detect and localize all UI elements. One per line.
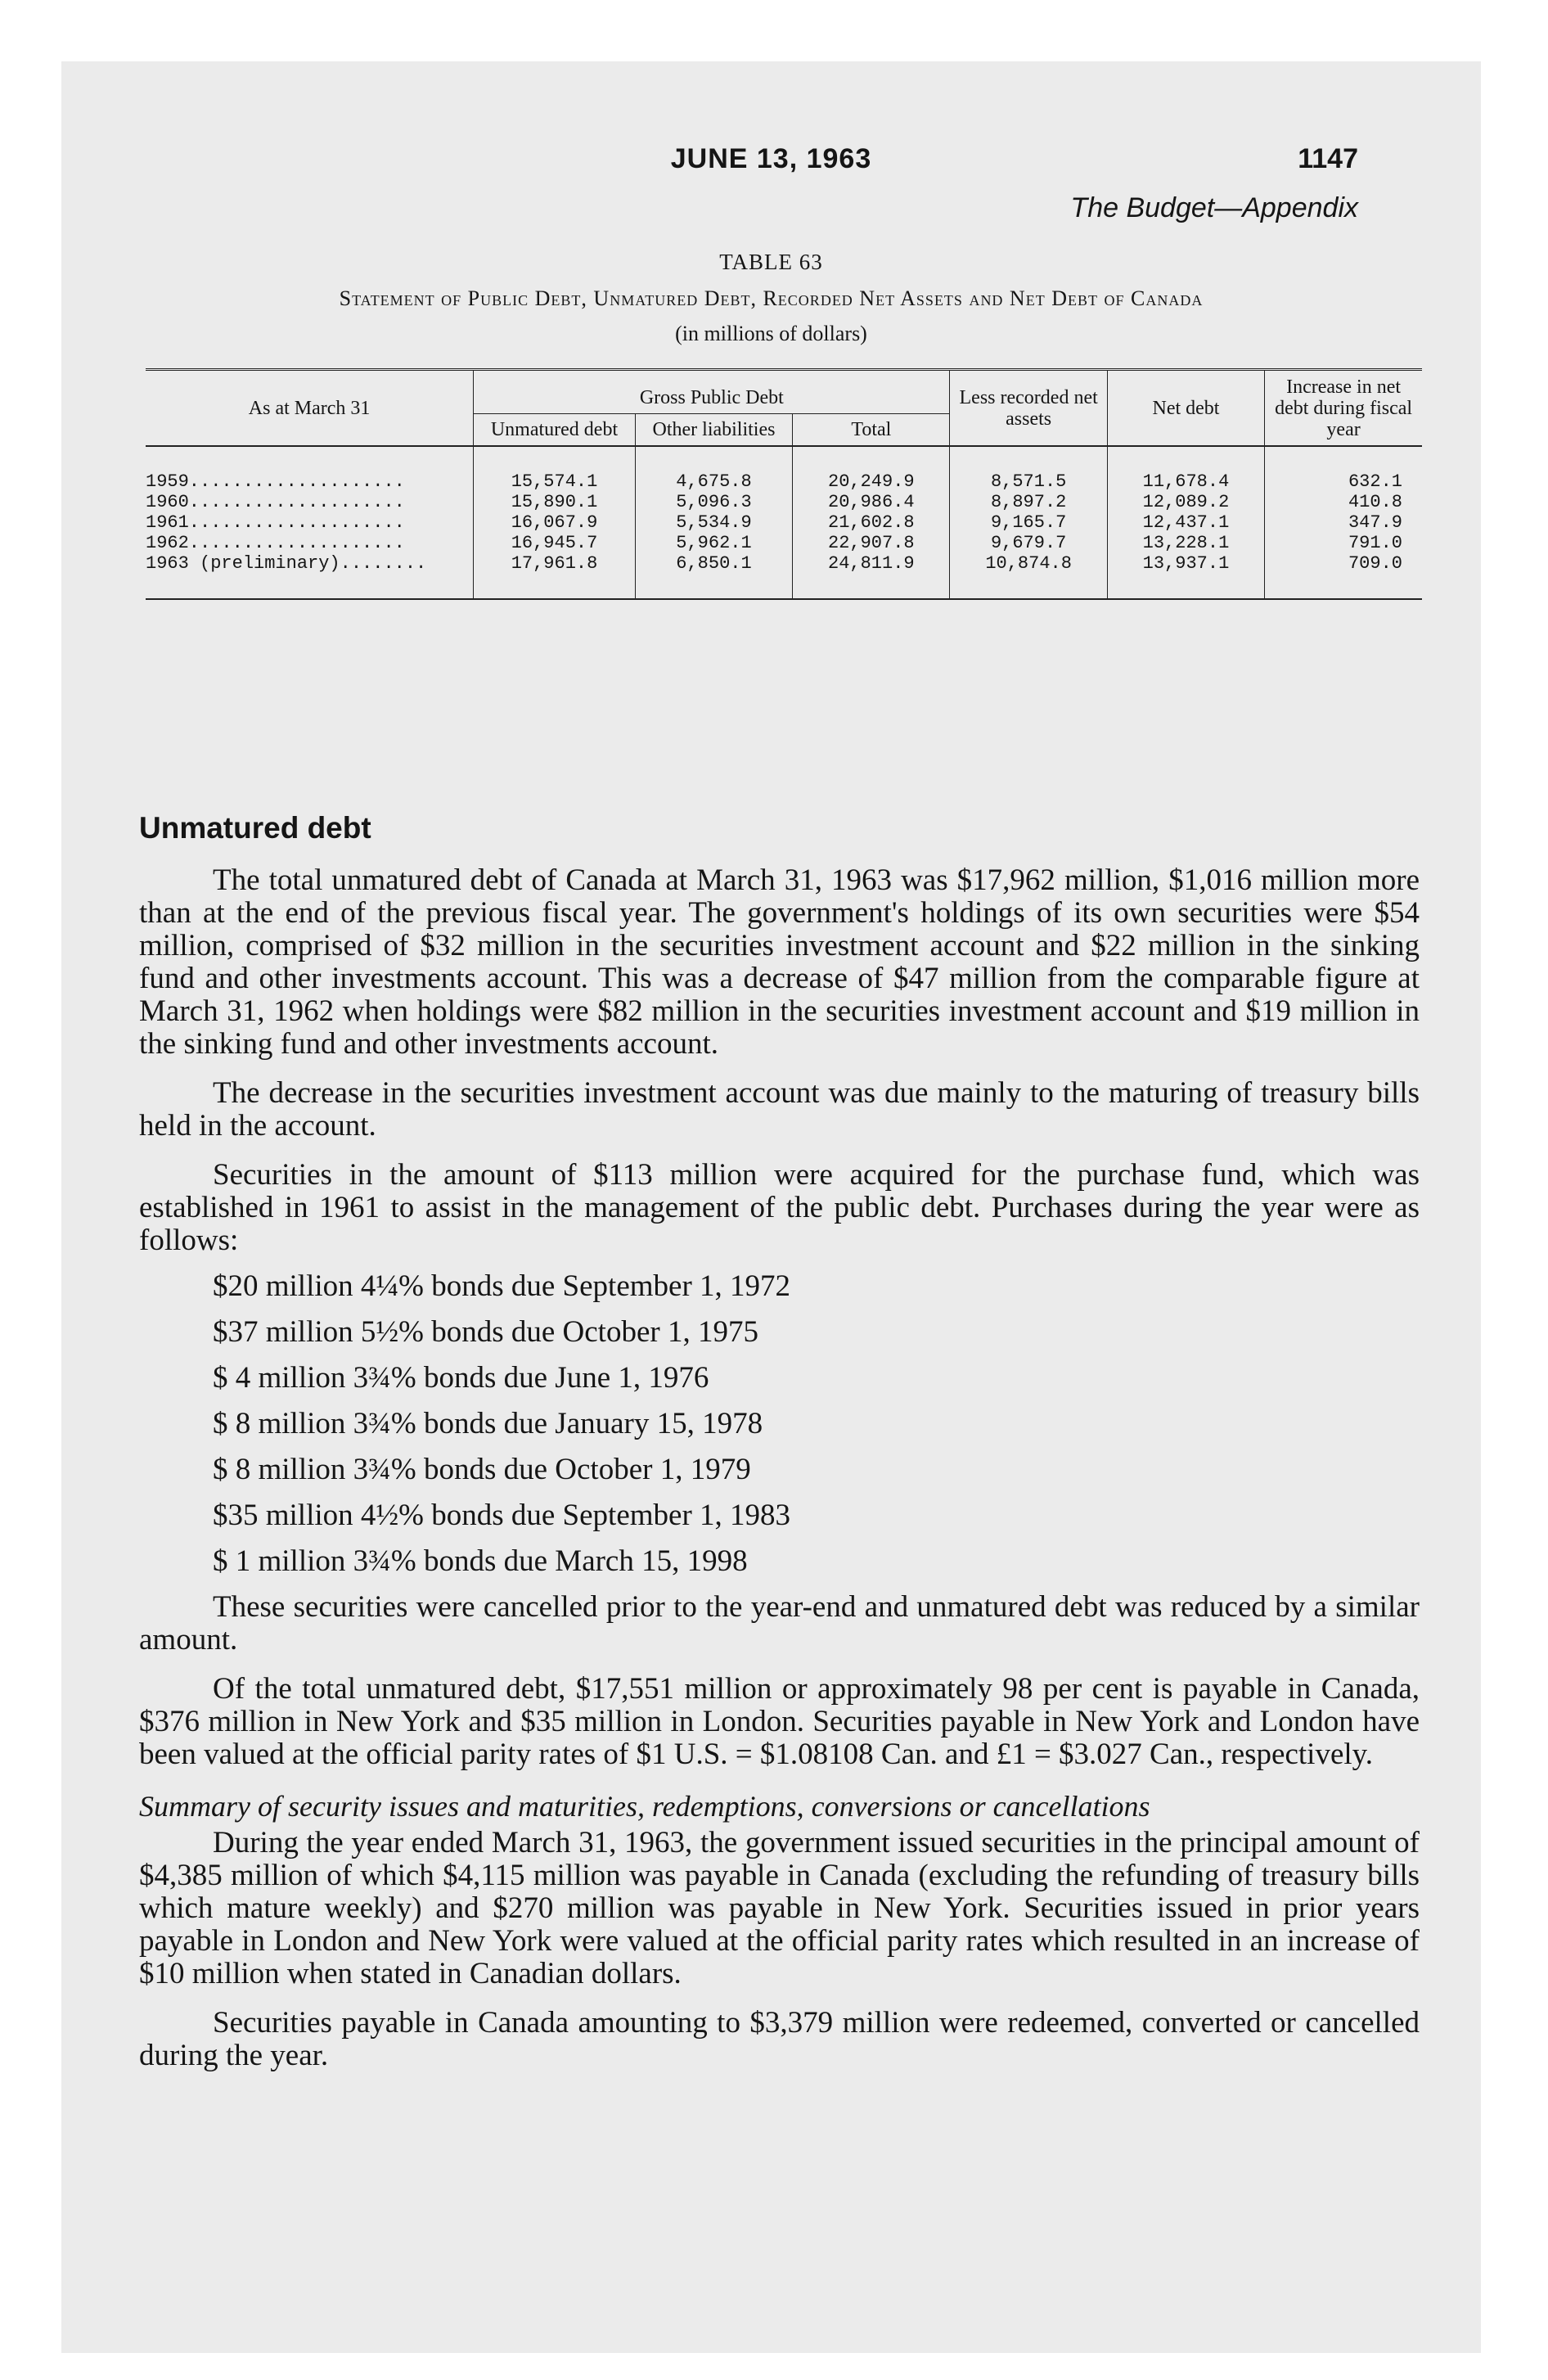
body-text: [139, 810, 1420, 2072]
list-item: $ 8 million 3¾% bonds due October 1, 1979: [213, 1453, 751, 1486]
list-item: $ 8 million 3¾% bonds due January 15, 1978: [213, 1407, 763, 1440]
list-item: $ 1 million 3¾% bonds due March 15, 1998: [213, 1544, 748, 1578]
header-date: JUNE 13, 1963: [670, 143, 872, 174]
document-page: [61, 61, 1481, 2353]
page-number: 1147: [1298, 143, 1358, 174]
paragraph: During the year ended March 31, 1963, the government issued securities in the principal amount of $4,385 million of which $4,115 million was payable in Canada (excluding the refunding of treasury bills which mature weekly) and $270 million was payable in New York. Securities issued in prior years payable in London and New York were valued at the official parity rates which resulted in an increase of $10 million when stated in Canadian dollars.: [139, 1826, 1420, 1990]
table-row: 1961.................... 16,067.9 5,534.9 21,602.8 9,165.7 12,437.1 347.9: [146, 512, 1422, 533]
table-row: 1960.................... 15,890.1 5,096.3 20,986.4 8,897.2 12,089.2 410.8: [146, 492, 1422, 512]
bond-purchase-list: [139, 1264, 1420, 1584]
column-header-gross-public-debt: Gross Public Debt: [474, 370, 950, 414]
list-item: $ 4 million 3¾% bonds due June 1, 1976: [213, 1361, 709, 1395]
section-heading: Unmatured debt: [139, 811, 371, 845]
column-header-total: Total: [793, 414, 950, 447]
list-item: $20 million 4¼% bonds due September 1, 1972: [213, 1269, 791, 1303]
table-row: 1959.................... 15,574.1 4,675.8 20,249.9 8,571.5 11,678.4 632.1: [146, 446, 1422, 492]
list-item: $35 million 4½% bonds due September 1, 1983: [213, 1499, 791, 1532]
column-header-net-debt: Net debt: [1107, 370, 1264, 447]
table-label: TABLE 63: [719, 250, 823, 274]
paragraph: Securities payable in Canada amounting to $3,379 million were redeemed, converted or cancelled during the year.: [139, 2006, 1420, 2072]
table-title: Statement of Public Debt, Unmatured Debt, Recorded Net Assets and Net Debt of Canada: [339, 286, 1204, 310]
table-row: 1962.................... 16,945.7 5,962.1 22,907.8 9,679.7 13,228.1 791.0: [146, 533, 1422, 553]
table-subtitle: (in millions of dollars): [675, 322, 867, 345]
paragraph: The total unmatured debt of Canada at March 31, 1963 was $17,962 million, $1,016 million more than at the end of the previous fiscal year. The government's holdings of its own securities were $54 million, comprised of $32 million in the securities investment account and $22 million in the sinking fund and other investments account. This was a decrease of $47 million from the comparable figure at March 31, 1962 when holdings were $82 million in the securities investment account and $19 million in the sinking fund and other investments account.: [139, 863, 1420, 1061]
column-header-less-recorded: Less recorded net assets: [950, 370, 1107, 447]
column-header-increase: Increase in net debt during fiscal year: [1265, 370, 1422, 447]
column-header-unmatured-debt: Unmatured debt: [474, 414, 636, 447]
subheading: Summary of security issues and maturities, redemptions, conversions or cancellations: [139, 1790, 1150, 1823]
public-debt-table: [146, 368, 1422, 600]
paragraph: Of the total unmatured debt, $17,551 million or approximately 98 per cent is payable in Canada, $376 million in New York and $35 million in London. Securities payable in New York and London have been valued at the official parity rates of $1 U.S. = $1.08108 Can. and £1 = $3.027 Can., respectively.: [139, 1672, 1420, 1771]
table-row: 1963 (preliminary)........ 17,961.8 6,850.1 24,811.9 10,874.8 13,937.1 709.0: [146, 553, 1422, 599]
paragraph: Securities in the amount of $113 million were acquired for the purchase fund, which was established in 1961 to assist in the management of the public debt. Purchases during the year were as follows:: [139, 1158, 1420, 1257]
paragraph: The decrease in the securities investment account was due mainly to the maturing of treasury bills held in the account.: [139, 1076, 1420, 1143]
paragraph: These securities were cancelled prior to the year-end and unmatured debt was reduced by a similar amount.: [139, 1590, 1420, 1657]
column-header-as-at: As at March 31: [146, 370, 474, 447]
running-title: The Budget—Appendix: [1070, 192, 1358, 223]
list-item: $37 million 5½% bonds due October 1, 1975: [213, 1315, 758, 1349]
column-header-other-liabilities: Other liabilities: [635, 414, 792, 447]
